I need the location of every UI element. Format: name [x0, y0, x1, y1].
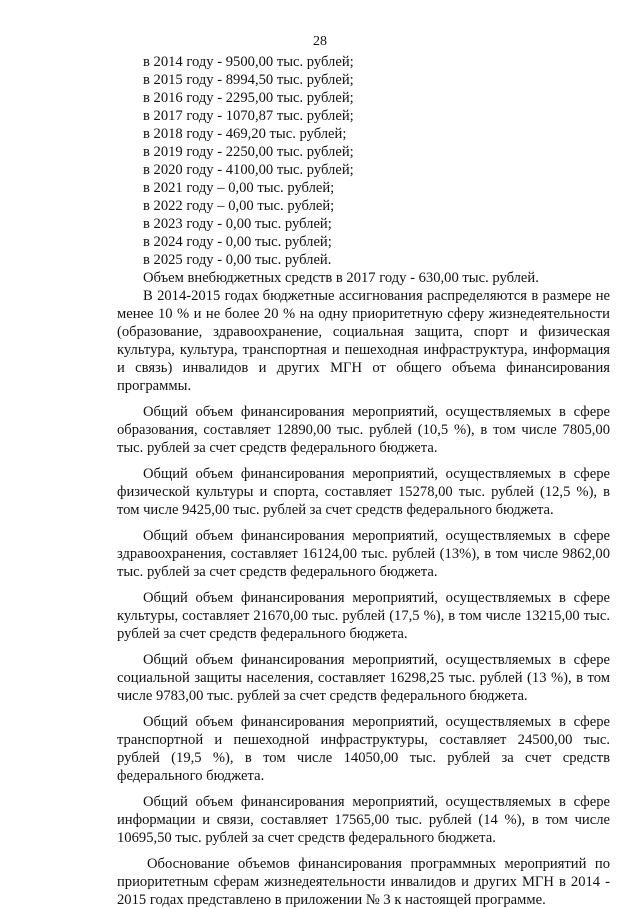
allocation-paragraph: В 2014-2015 годах бюджетные ассигнования распределяются в размере не менее 10 % и не более 20 % на одну приоритетную сферу жизнедеятельности (образование, здравоохранение, социальная защита, спорт и физическая культура, культура, транспортная и пешеходная инфраструктура, информация и связь) инвалидов и других МГН от общего объема финансирования программы.	[117, 288, 610, 394]
list-item: в 2018 году - 469,20 тыс. рублей;	[143, 126, 347, 142]
social-paragraph: Общий объем финансирования мероприятий, осуществляемых в сфере социальной защиты населения, составляет 16298,25 тыс. рублей (13 %), в том числе 9783,00 тыс. рублей за счет средств федерального бюджета.	[117, 652, 610, 704]
list-item: в 2017 году - 1070,87 тыс. рублей;	[143, 108, 354, 124]
budget-year-list	[117, 53, 610, 269]
list-item: в 2022 году – 0,00 тыс. рублей;	[143, 198, 335, 214]
info-paragraph: Общий объем финансирования мероприятий, осуществляемых в сфере информации и связи, составляет 17565,00 тыс. рублей (14 %), в том числе 10695,50 тыс. рублей за счет средств федерального бюджета.	[117, 794, 610, 846]
list-item: в 2016 году - 2295,00 тыс. рублей;	[143, 90, 354, 106]
culture-paragraph: Общий объем финансирования мероприятий, осуществляемых в сфере культуры, составляет 21670,00 тыс. рублей (17,5 %), в том числе 13215,00 тыс. рублей за счет средств федерального бюджета.	[117, 590, 610, 642]
list-item: в 2024 году - 0,00 тыс. рублей;	[143, 234, 332, 250]
page-number: 28	[313, 34, 327, 49]
list-item: в 2021 году – 0,00 тыс. рублей;	[143, 180, 335, 196]
education-paragraph: Общий объем финансирования мероприятий, осуществляемых в сфере образования, составляет 12890,00 тыс. рублей (10,5 %), в том числе 7805,00 тыс. рублей за счет средств федерального бюджета.	[117, 404, 610, 456]
list-item: в 2020 году - 4100,00 тыс. рублей;	[143, 162, 354, 178]
list-item: в 2015 году - 8994,50 тыс. рублей;	[143, 72, 354, 88]
transport-paragraph: Общий объем финансирования мероприятий, осуществляемых в сфере транспортной и пешеходной инфраструктуры, составляет 24500,00 тыс. рублей (19,5 %), в том числе 14050,00 тыс. рублей за счет средств федерального бюджета.	[117, 714, 610, 784]
list-item: в 2014 году - 9500,00 тыс. рублей;	[143, 54, 354, 70]
extrabudget-paragraph: Объем внебюджетных средств в 2017 году - 630,00 тыс. рублей.	[143, 270, 539, 286]
list-item: в 2023 году - 0,00 тыс. рублей;	[143, 216, 332, 232]
document-body	[117, 53, 610, 909]
justification-paragraph: Обоснование объемов финансирования программных мероприятий по приоритетным сферам жизнедеятельности инвалидов и других МГН в 2014 - 2015 годах представлено в приложении № 3 к настоящей программе.	[117, 856, 610, 908]
sport-paragraph: Общий объем финансирования мероприятий, осуществляемых в сфере физической культуры и спорта, составляет 15278,00 тыс. рублей (12,5 %), в том числе 9425,00 тыс. рублей за счет средств федерального бюджета.	[117, 466, 610, 518]
list-item: в 2025 году - 0,00 тыс. рублей.	[143, 252, 332, 268]
list-item: в 2019 году - 2250,00 тыс. рублей;	[143, 144, 354, 160]
health-paragraph: Общий объем финансирования мероприятий, осуществляемых в сфере здравоохранения, составляет 16124,00 тыс. рублей (13%), в том числе 9862,00 тыс. рублей за счет средств федерального бюджета.	[117, 528, 610, 580]
